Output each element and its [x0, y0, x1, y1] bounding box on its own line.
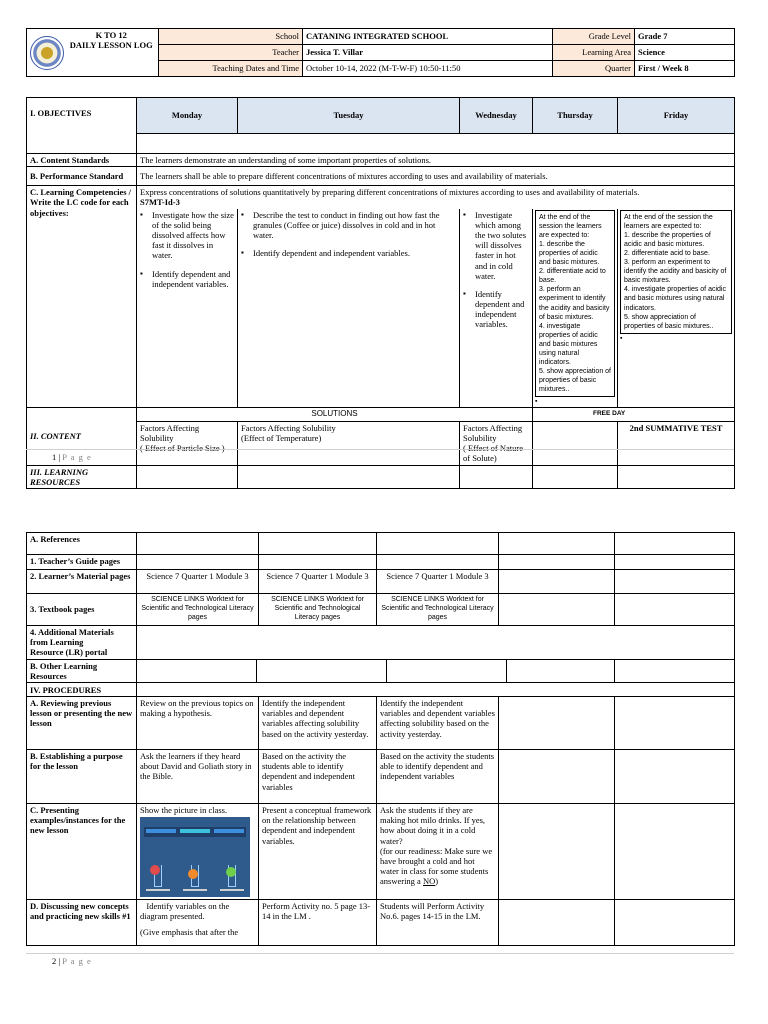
procedure-d-label: D. Discussing new concepts and practicing new skills #1	[27, 899, 137, 945]
page-1-footer	[52, 452, 92, 462]
references-friday	[615, 533, 735, 555]
procedures-blank	[137, 682, 735, 696]
content-thursday	[533, 421, 618, 465]
teachers-guide-thursday	[499, 555, 615, 570]
learners-material-wednesday: Science 7 Quarter 1 Module 3	[377, 570, 499, 594]
references-thursday	[499, 533, 615, 555]
procedure-c-friday	[615, 803, 735, 899]
thursday-bullet: ▪	[535, 397, 538, 406]
page-2-footer-line	[26, 953, 734, 954]
page-1-word: P a g e	[62, 452, 92, 462]
page-1-footer-line	[26, 449, 734, 450]
page-1-table	[26, 97, 735, 489]
teachers-guide-tuesday	[259, 555, 377, 570]
procedure-d-monday	[137, 899, 259, 945]
content-friday	[618, 421, 735, 465]
lc-wednesday	[460, 209, 533, 408]
deped-seal-cell	[27, 29, 65, 77]
learning-resources-heading: III. LEARNING RESOURCES	[27, 465, 137, 488]
procedure-d-wednesday: Students will Perform Activity No.6. pages 14-15 in the LM.	[377, 899, 499, 945]
teachers-guide-wednesday	[377, 555, 499, 570]
resources-wednesday	[460, 465, 533, 488]
references-label: A. References	[27, 533, 137, 555]
dates-value: October 10-14, 2022 (M-T-W-F) 10:50-11:50	[303, 61, 553, 77]
procedure-b-thursday	[499, 749, 615, 803]
teachers-guide-monday	[137, 555, 259, 570]
procedure-b-monday: Ask the learners if they heard about David and Goliath story in the Bible.	[137, 749, 259, 803]
doc-title-line-1: K TO 12	[95, 30, 127, 40]
additional-materials-label: 4. Additional Materials from Learning Resource (LR) portal	[27, 626, 137, 660]
procedure-a-friday	[615, 696, 735, 749]
doc-title-line-2: DAILY LESSON LOG	[69, 39, 153, 50]
page-2-word: P a g e	[62, 956, 92, 966]
learners-material-thursday	[499, 570, 615, 594]
learners-material-tuesday: Science 7 Quarter 1 Module 3	[259, 570, 377, 594]
procedure-c-tuesday: Present a conceptual framework on the relationship between dependent and independent variables.	[259, 803, 377, 899]
procedure-c-label: C. Presenting examples/instances for the new lesson	[27, 803, 137, 899]
lc-wednesday-item-1: ▪ Investigate which among the two solutes will dissolves faster in hot and in cold water.	[463, 210, 529, 281]
objectives-blank-row	[137, 134, 735, 154]
procedure-a-tuesday: Identify the independent variables and dependent variables affecting solubility based on the activity yesterday.	[259, 696, 377, 749]
lc-monday-item-2: ▪ Identify dependent and independent variables.	[140, 269, 234, 289]
procedure-a-label: A. Reviewing previous lesson or presenting the new lesson	[27, 696, 137, 749]
procedure-c-wednesday	[377, 803, 499, 899]
content-standards-text: The learners demonstrate an understanding of some important properties of solutions.	[137, 154, 735, 167]
page-1-number: 1	[52, 452, 57, 462]
content-monday: Factors Affecting Solubility	[137, 421, 238, 465]
page-2-separator: |	[58, 956, 61, 966]
school-label: School	[159, 29, 303, 45]
learning-competencies-text	[137, 186, 735, 209]
resources-monday	[137, 465, 238, 488]
references-wednesday	[377, 533, 499, 555]
procedure-d-thursday	[499, 899, 615, 945]
variables-diagram-col-3	[214, 829, 244, 833]
procedure-c-wednesday-note: (for our readiness: Make sure we have brought a cold and hot water in class for some students answering a	[380, 845, 493, 887]
textbook-tuesday: SCIENCE LINKS Worktext for Scientific and Technological Literacy pages	[259, 594, 377, 626]
variables-diagram-col-2	[180, 829, 210, 833]
other-resources-3	[387, 659, 507, 682]
procedure-c-monday	[137, 803, 259, 899]
other-resources-4	[507, 659, 615, 682]
other-resources-5	[615, 659, 735, 682]
area-label: Learning Area	[553, 45, 635, 61]
resources-tuesday	[238, 465, 460, 488]
day-header-wednesday: Wednesday	[460, 98, 533, 134]
procedure-c-wednesday-text-1: Ask the students if they are making hot milo drinks. If yes, how about doing it in a cold water?	[380, 804, 486, 846]
lc-monday-item-1: ▪ Investigate how the size of the solid being dissolved affects how fast it dissolves in water.	[140, 210, 234, 261]
teacher-value: Jessica T. Villar	[303, 45, 553, 61]
textbook-wednesday: SCIENCE LINKS Worktext for Scientific and Technological Literacy pages	[377, 594, 499, 626]
procedure-c-wednesday-text-2	[380, 846, 495, 887]
grade-label: Grade Level	[553, 29, 635, 45]
procedure-a-monday: Review on the previous topics on making a hypothesis.	[137, 696, 259, 749]
thursday-objectives-box: At the end of the session the learners are expected to: 1. describe the properties of acidic and basic mixtures. 2. differentiate acid to base. 3. perform an experiment to identify the acidity and basicity of basic mixtures. 4. investigate properties of acidic and basic mixtures using natural indicators. 5. show appreciation of properties of basic mixtures..	[535, 210, 615, 398]
resources-friday	[618, 465, 735, 488]
lc-friday	[618, 209, 735, 408]
content-standards-label: A. Content Standards	[27, 154, 137, 167]
teachers-guide-friday	[615, 555, 735, 570]
other-resources-1	[137, 659, 257, 682]
friday-bullet: ▪	[620, 333, 623, 342]
lc-tuesday	[238, 209, 460, 408]
references-tuesday	[259, 533, 377, 555]
content-tuesday: Factors Affecting Solubility (Effect of Temperature)	[238, 421, 460, 465]
lc-tuesday-item-1: ▪ Describe the test to conduct in finding out how fast the granules (Coffee or juice) dissolves in cold and in hot water.	[241, 210, 456, 241]
day-header-friday: Friday	[618, 98, 735, 134]
quarter-value: First / Week 8	[635, 61, 735, 77]
procedure-b-wednesday: Based on the activity the students able to identify dependent and independent variables	[377, 749, 499, 803]
additional-materials-value	[137, 626, 735, 660]
area-value: Science	[635, 45, 735, 61]
content-free-day: FREE DAY	[533, 407, 735, 421]
day-header-tuesday: Tuesday	[238, 98, 460, 134]
content-solutions: SOLUTIONS	[137, 407, 533, 421]
header-table	[26, 28, 735, 77]
lc-tuesday-item-2: ▪ Identify dependent and independent variables.	[241, 248, 456, 258]
school-value: CATANING INTEGRATED SCHOOL	[303, 29, 553, 45]
page-2-number: 2	[52, 956, 57, 966]
variables-diagram-stand-3	[220, 889, 244, 891]
procedure-a-thursday	[499, 696, 615, 749]
learning-competencies-label: C. Learning Competencies / Write the LC code for each objectives:	[27, 186, 137, 408]
other-resources-2	[257, 659, 387, 682]
dates-label: Teaching Dates and Time	[159, 61, 303, 77]
page-1-separator: |	[58, 452, 61, 462]
teachers-guide-label: 1. Teacher’s Guide pages	[27, 555, 137, 570]
variables-diagram-image	[140, 817, 250, 897]
resources-thursday	[533, 465, 618, 488]
page-2-table	[26, 532, 735, 946]
lc-monday	[137, 209, 238, 408]
learners-material-monday: Science 7 Quarter 1 Module 3	[137, 570, 259, 594]
textbook-label: 3. Textbook pages	[27, 594, 137, 626]
variables-diagram-stand-1	[146, 889, 170, 891]
content-friday-text: 2nd SUMMATIVE TEST	[629, 422, 723, 433]
performance-standard-label: B. Performance Standard	[27, 167, 137, 186]
learners-material-label: 2. Learner’s Material pages	[27, 570, 137, 594]
procedure-c-monday-text: Show the picture in class.	[140, 804, 228, 815]
procedure-a-wednesday: Identify the independent variables and dependent variables affecting solubility based on the activity yesterday.	[377, 696, 499, 749]
textbook-monday: SCIENCE LINKS Worktext for Scientific and Technological Literacy pages	[137, 594, 259, 626]
procedure-c-thursday	[499, 803, 615, 899]
content-wednesday: Factors Affecting Solubility of Solute)	[460, 421, 533, 465]
variables-diagram-col-1	[146, 829, 176, 833]
lc-statement: Express concentrations of solutions quantitatively by preparing different concentrations of mixtures according to uses and availability of materials.	[140, 187, 640, 198]
page-2-footer	[52, 956, 92, 966]
textbook-thursday	[499, 594, 615, 626]
friday-objectives-box: At the end of the session the learners are expected to: 1. describe the properties of acidic and basic mixtures. 2. differentiate acid to base. 3. perform an experiment to identify the acidity and basicity of basic mixtures. 4. investigate properties of acidic and basic mixtures using natural indicators. 5. show appreciation of properties of basic mixtures..	[620, 210, 732, 334]
performance-standard-text: The learners shall be able to prepare different concentrations of mixtures according to uses and availability of materials.	[137, 167, 735, 186]
quarter-label: Quarter	[553, 61, 635, 77]
references-monday	[137, 533, 259, 555]
procedure-c-wednesday-no: NO	[422, 876, 436, 887]
day-header-monday: Monday	[137, 98, 238, 134]
content-heading: II. CONTENT	[27, 407, 137, 465]
lc-thursday	[533, 209, 618, 408]
lc-wednesday-item-2: ▪ Identify dependent and independent variables.	[463, 289, 529, 330]
teacher-label: Teacher	[159, 45, 303, 61]
other-resources-label: B. Other Learning Resources	[27, 659, 137, 682]
procedures-heading: IV. PROCEDURES	[27, 682, 137, 696]
deped-seal-icon	[30, 36, 64, 70]
procedure-d-monday-text-2: (Give emphasis that after the	[140, 927, 239, 938]
textbook-friday	[615, 594, 735, 626]
procedure-d-friday	[615, 899, 735, 945]
variables-diagram-stand-2	[183, 889, 207, 891]
procedure-c-wednesday-close: )	[435, 876, 439, 887]
day-header-thursday: Thursday	[533, 98, 618, 134]
procedure-b-label: B. Establishing a purpose for the lesson	[27, 749, 137, 803]
doc-title-cell	[65, 29, 159, 77]
lc-code: S7MT-Id-3	[140, 197, 180, 208]
grade-value: Grade 7	[635, 29, 735, 45]
procedure-d-tuesday: Perform Activity no. 5 page 13-14 in the LM .	[259, 899, 377, 945]
procedure-b-friday	[615, 749, 735, 803]
learners-material-friday	[615, 570, 735, 594]
procedure-d-monday-text-1: Identify variables on the diagram presented.	[140, 900, 232, 922]
procedure-b-tuesday: Based on the activity the students able to identify dependent and independent variables	[259, 749, 377, 803]
objectives-heading: I. OBJECTIVES	[27, 98, 137, 154]
